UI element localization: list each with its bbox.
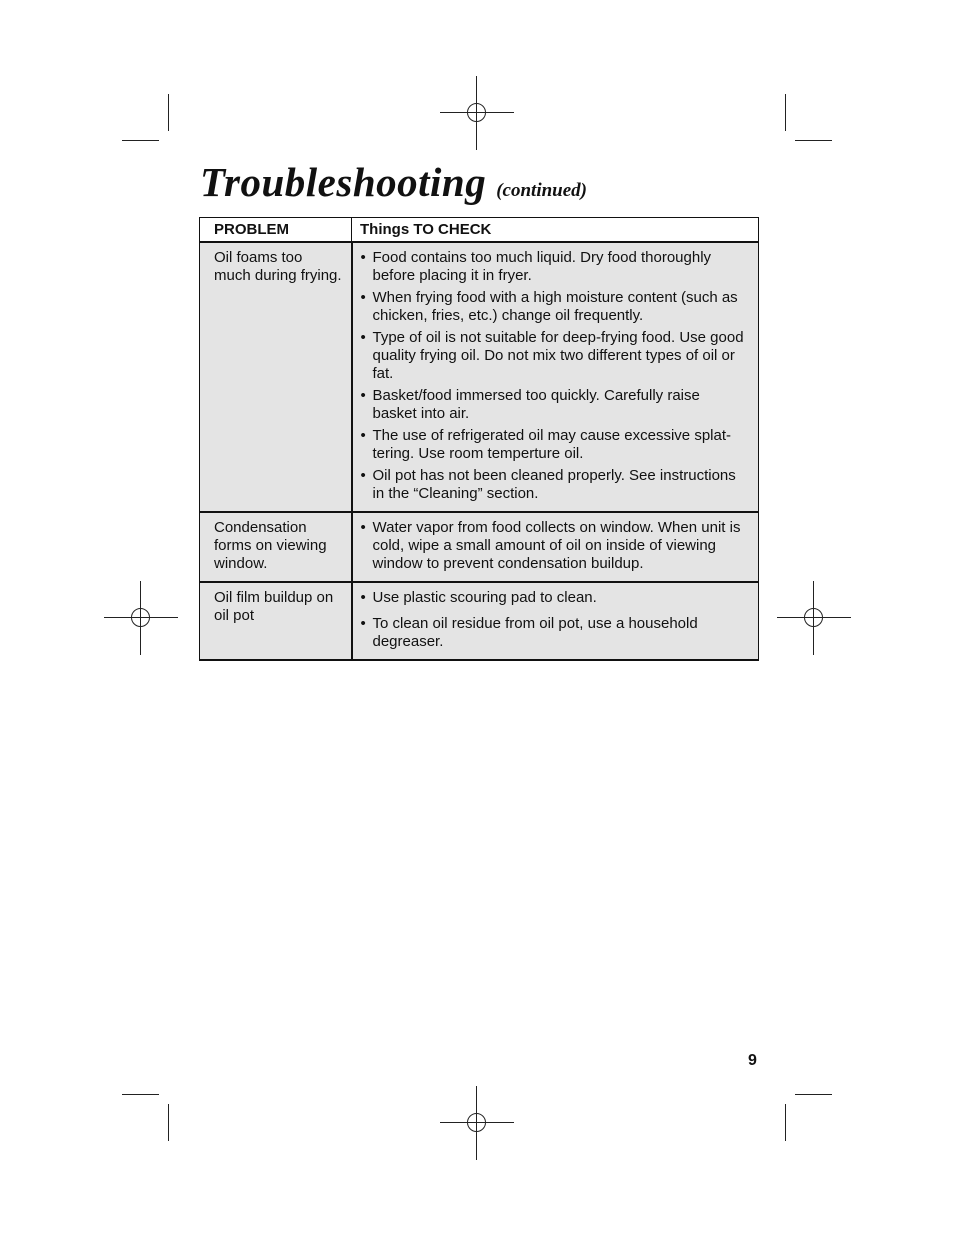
check-text: Use plastic scouring pad to clean. [372, 589, 597, 606]
problem-cell: Oil film buildup on oil pot [200, 582, 352, 660]
list-item [361, 589, 749, 607]
list-item [361, 249, 749, 285]
list-item [361, 519, 749, 573]
table-header-row [200, 218, 759, 243]
checks-cell [352, 582, 759, 660]
crop-mark [168, 94, 169, 131]
bullet-icon: • [360, 387, 366, 404]
bullet-icon: • [360, 615, 366, 632]
check-text: The use of refrigerated oil may cause excessive splat-tering. Use room temperture oil. [372, 427, 731, 462]
crop-mark [795, 1094, 832, 1095]
list-item [361, 289, 749, 325]
checks-cell [352, 242, 759, 512]
list-item [361, 615, 749, 651]
page-title-main: Troubleshooting [200, 159, 487, 205]
page-title [200, 158, 587, 206]
bullet-icon: • [360, 519, 366, 536]
bullet-icon: • [360, 289, 366, 306]
bullet-icon: • [360, 249, 366, 266]
check-list [361, 589, 749, 651]
bullet-icon: • [360, 589, 366, 606]
check-list [361, 249, 749, 503]
registration-mark-icon [440, 1086, 514, 1160]
check-text: When frying food with a high moisture content (such as chicken, fries, etc.) change oil frequently. [372, 289, 738, 324]
troubleshooting-table [199, 217, 759, 661]
check-text: Oil pot has not been cleaned properly. See instructions in the “Cleaning” section. [372, 467, 736, 502]
registration-mark-icon [104, 581, 178, 655]
crop-mark [785, 1104, 786, 1141]
table-row [200, 242, 759, 512]
bullet-icon: • [360, 427, 366, 444]
bullet-icon: • [360, 329, 366, 346]
check-text: Water vapor from food collects on window. When unit is cold, wipe a small amount of oil on inside of viewing window to prevent condensation buildup. [372, 519, 741, 572]
crop-mark [795, 140, 832, 141]
check-list [361, 519, 749, 573]
crop-mark [122, 1094, 159, 1095]
list-item [361, 329, 749, 383]
list-item [361, 387, 749, 423]
page-title-sub: (continued) [496, 180, 587, 201]
problem-cell: Condensation forms on viewing window. [200, 512, 352, 582]
check-text: Basket/food immersed too quickly. Carefully raise basket into air. [372, 387, 700, 422]
checks-cell [352, 512, 759, 582]
check-text: To clean oil residue from oil pot, use a household degreaser. [372, 615, 698, 650]
problem-cell: Oil foams too much during frying. [200, 242, 352, 512]
check-text: Type of oil is not suitable for deep-frying food. Use good quality frying oil. Do not mix two different types of oil or fat. [372, 329, 744, 382]
crop-mark [122, 140, 159, 141]
page-number: 9 [748, 1052, 757, 1069]
crop-mark [785, 94, 786, 131]
list-item [361, 427, 749, 463]
table-row [200, 512, 759, 582]
registration-mark-icon [777, 581, 851, 655]
check-text: Food contains too much liquid. Dry food thoroughly before placing it in fryer. [372, 249, 712, 284]
crop-mark [168, 1104, 169, 1141]
registration-mark-icon [440, 76, 514, 150]
bullet-icon: • [360, 467, 366, 484]
header-problem: PROBLEM [200, 218, 352, 243]
list-item [361, 467, 749, 503]
table-row [200, 582, 759, 660]
header-things-to-check: Things TO CHECK [352, 218, 759, 243]
